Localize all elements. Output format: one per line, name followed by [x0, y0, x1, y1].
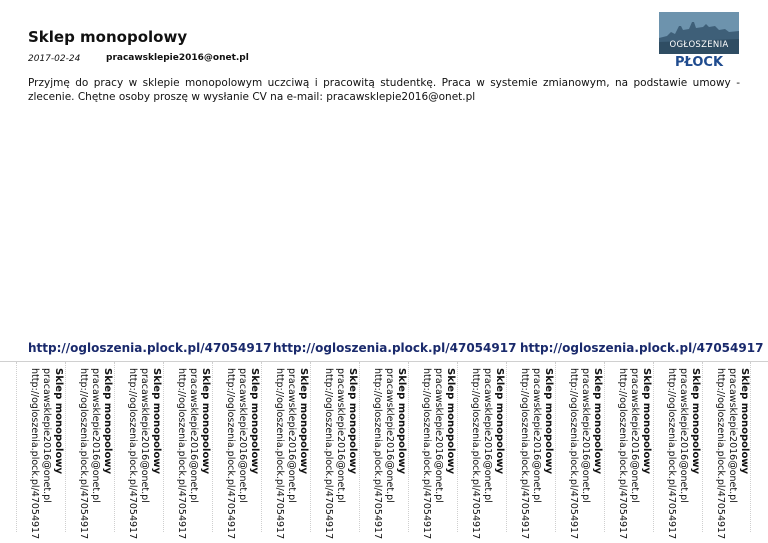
tab-title: Sklep monopolowy — [298, 368, 309, 475]
tab-title: Sklep monopolowy — [494, 368, 505, 475]
tear-off-tab[interactable] — [16, 362, 65, 540]
tab-url: http://ogloszenia.plock.pl/47054917 — [372, 368, 383, 540]
tab-email: pracawsklepie2016@onet.pl — [384, 368, 395, 503]
ad-date: 2017-02-24 — [28, 54, 81, 64]
tear-off-tab[interactable] — [359, 362, 408, 540]
tab-title: Sklep monopolowy — [151, 368, 162, 475]
tab-title: Sklep monopolowy — [445, 368, 456, 475]
tab-email: pracawsklepie2016@onet.pl — [678, 368, 689, 503]
tab-title: Sklep monopolowy — [53, 368, 64, 475]
tab-title: Sklep monopolowy — [347, 368, 358, 475]
tab-url: http://ogloszenia.plock.pl/47054917 — [176, 368, 187, 540]
tab-url: http://ogloszenia.plock.pl/47054917 — [29, 368, 40, 540]
tab-email: pracawsklepie2016@onet.pl — [139, 368, 150, 503]
tab-title: Sklep monopolowy — [200, 368, 211, 475]
tab-title: Sklep monopolowy — [690, 368, 701, 475]
tab-email: pracawsklepie2016@onet.pl — [237, 368, 248, 503]
tab-email: pracawsklepie2016@onet.pl — [286, 368, 297, 503]
tab-email: pracawsklepie2016@onet.pl — [41, 368, 52, 503]
ad-url-link[interactable]: http://ogloszenia.plock.pl/47054917 — [273, 341, 517, 355]
tab-email: pracawsklepie2016@onet.pl — [188, 368, 199, 503]
tear-off-tab[interactable] — [702, 362, 751, 540]
tear-off-tab[interactable] — [653, 362, 702, 540]
ad-url-link[interactable]: http://ogloszenia.plock.pl/47054917 — [520, 341, 764, 355]
logo-label: OGŁOSZENIA — [669, 40, 729, 50]
tab-url: http://ogloszenia.plock.pl/47054917 — [78, 368, 89, 540]
tab-url: http://ogloszenia.plock.pl/47054917 — [421, 368, 432, 540]
tear-off-tab[interactable] — [604, 362, 653, 540]
tab-url: http://ogloszenia.plock.pl/47054917 — [617, 368, 628, 540]
ad-title: Sklep monopolowy — [28, 28, 188, 46]
tear-off-tab[interactable] — [163, 362, 212, 540]
logo-banner — [659, 12, 739, 54]
tear-off-tab[interactable] — [506, 362, 555, 540]
tear-off-tab[interactable] — [65, 362, 114, 540]
tear-off-tab[interactable] — [261, 362, 310, 540]
tab-title: Sklep monopolowy — [592, 368, 603, 475]
tab-email: pracawsklepie2016@onet.pl — [335, 368, 346, 503]
tear-off-tab[interactable] — [310, 362, 359, 540]
tab-url: http://ogloszenia.plock.pl/47054917 — [470, 368, 481, 540]
tear-off-tab[interactable] — [212, 362, 261, 540]
tab-title: Sklep monopolowy — [543, 368, 554, 475]
ad-url-link[interactable]: http://ogloszenia.plock.pl/47054917 — [28, 341, 272, 355]
tab-title: Sklep monopolowy — [249, 368, 260, 475]
tear-off-tab[interactable] — [457, 362, 506, 540]
tab-url: http://ogloszenia.plock.pl/47054917 — [666, 368, 677, 540]
tear-off-tabs — [16, 362, 752, 540]
tab-email: pracawsklepie2016@onet.pl — [580, 368, 591, 503]
tear-off-tab[interactable] — [114, 362, 163, 540]
tab-email: pracawsklepie2016@onet.pl — [629, 368, 640, 503]
ad-email[interactable]: pracawsklepie2016@onet.pl — [106, 53, 249, 63]
site-logo[interactable] — [659, 12, 739, 70]
tab-email: pracawsklepie2016@onet.pl — [727, 368, 738, 503]
tab-url: http://ogloszenia.plock.pl/47054917 — [127, 368, 138, 540]
tear-off-tab[interactable] — [408, 362, 457, 540]
ad-body: Przyjmę do pracy w sklepie monopolowym uczciwą i pracowitą studentkę. Praca w systemie zmianowym, na podstawie umowy - zlecenie. Chętne osoby proszę w wysłanie CV na e-mail: pracawsklepie2016@onet.pl — [28, 77, 740, 103]
tab-title: Sklep monopolowy — [739, 368, 750, 475]
tab-email: pracawsklepie2016@onet.pl — [482, 368, 493, 503]
tab-url: http://ogloszenia.plock.pl/47054917 — [225, 368, 236, 540]
tab-email: pracawsklepie2016@onet.pl — [90, 368, 101, 503]
logo-city: PŁOCK — [674, 55, 724, 70]
tab-email: pracawsklepie2016@onet.pl — [433, 368, 444, 503]
tab-title: Sklep monopolowy — [641, 368, 652, 475]
tab-email: pracawsklepie2016@onet.pl — [531, 368, 542, 503]
tab-url: http://ogloszenia.plock.pl/47054917 — [323, 368, 334, 540]
tab-url: http://ogloszenia.plock.pl/47054917 — [519, 368, 530, 540]
tab-url: http://ogloszenia.plock.pl/47054917 — [568, 368, 579, 540]
tab-url: http://ogloszenia.plock.pl/47054917 — [715, 368, 726, 540]
url-row — [0, 341, 768, 357]
tab-title: Sklep monopolowy — [102, 368, 113, 475]
tear-off-tab[interactable] — [555, 362, 604, 540]
tab-url: http://ogloszenia.plock.pl/47054917 — [274, 368, 285, 540]
tab-title: Sklep monopolowy — [396, 368, 407, 475]
